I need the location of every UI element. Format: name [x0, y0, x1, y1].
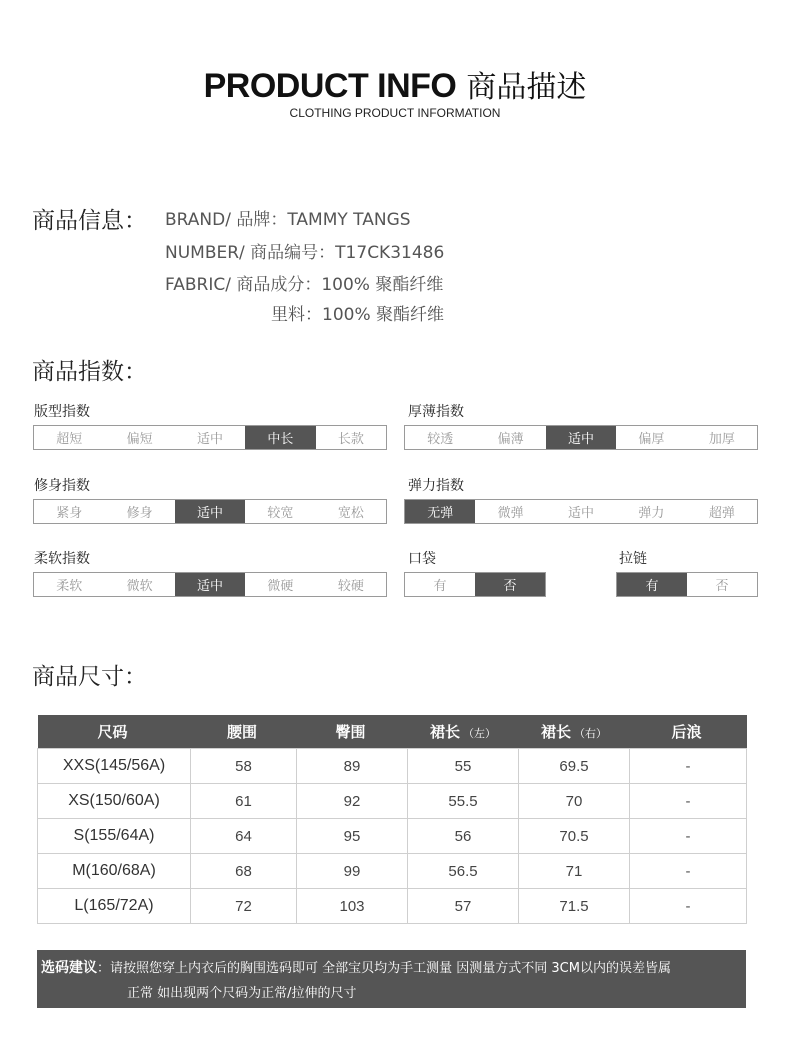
brand-line: BRAND/ 品牌：TAMMY TANGS — [165, 210, 411, 230]
index-title: 拉链 — [619, 551, 647, 567]
index-option: 较宽 — [267, 506, 294, 521]
length-right-cell: 70 — [519, 784, 630, 819]
index-option: 修身 — [126, 506, 153, 521]
index-scale — [404, 499, 758, 524]
size-cell: XS(150/60A) — [38, 784, 191, 819]
rise-cell: - — [630, 784, 747, 819]
table-row — [38, 854, 747, 889]
length-right-cell: 71 — [519, 854, 630, 889]
length-left-cell: 56.5 — [408, 854, 519, 889]
index-option-selected: 适中 — [175, 573, 245, 596]
hip-cell: 89 — [297, 749, 408, 784]
table-row — [38, 889, 747, 924]
index-title: 弹力指数 — [408, 478, 464, 494]
size-cell: S(155/64A) — [38, 819, 191, 854]
index-option-selected: 中长 — [245, 426, 315, 449]
note-text-1: ：请按照您穿上内衣后的胸围选码即可 全部宝贝均为手工测量 因测量方式不同 3CM以内的误差皆属 — [97, 961, 671, 976]
index-title: 修身指数 — [34, 478, 90, 494]
waist-cell: 64 — [191, 819, 297, 854]
index-title: 版型指数 — [34, 404, 90, 420]
index-option-selected: 否 — [475, 573, 545, 596]
hip-cell: 103 — [297, 889, 408, 924]
index-title: 口袋 — [408, 551, 436, 567]
waist-cell: 68 — [191, 854, 297, 889]
length-right-cell: 70.5 — [519, 819, 630, 854]
length-left-cell: 55.5 — [408, 784, 519, 819]
number-line: NUMBER/ 商品编号：T17CK31486 — [165, 243, 445, 263]
column-header: 腰围 — [191, 715, 297, 749]
length-right-cell: 69.5 — [519, 749, 630, 784]
index-scale — [33, 425, 387, 450]
index-option: 否 — [715, 579, 729, 594]
page-title — [0, 62, 790, 106]
rise-cell: - — [630, 889, 747, 924]
rise-cell: - — [630, 854, 747, 889]
length-left-cell: 56 — [408, 819, 519, 854]
index-option: 偏短 — [126, 432, 153, 447]
table-row — [38, 784, 747, 819]
note-label: 选码建议 — [41, 960, 97, 976]
lining-line: 里料：100% 聚酯纤维 — [271, 305, 445, 325]
index-option: 弹力 — [638, 506, 665, 521]
index-option: 微软 — [126, 579, 153, 594]
index-option: 宽松 — [337, 506, 364, 521]
rise-cell: - — [630, 819, 747, 854]
index-title: 厚薄指数 — [408, 404, 464, 420]
index-option-selected: 适中 — [175, 500, 245, 523]
indices-heading: 商品指数： — [32, 359, 147, 385]
index-option: 超弹 — [708, 506, 735, 521]
waist-cell: 61 — [191, 784, 297, 819]
index-option: 超短 — [56, 432, 83, 447]
column-header: 臀围 — [297, 715, 408, 749]
table-header-row — [38, 715, 747, 749]
index-option: 有 — [433, 579, 447, 594]
size-cell: L(165/72A) — [38, 889, 191, 924]
title-zh: 商品描述 — [466, 70, 587, 105]
info-heading: 商品信息： — [32, 208, 147, 234]
index-option: 微弹 — [497, 506, 524, 521]
hip-cell: 99 — [297, 854, 408, 889]
size-table — [37, 715, 747, 924]
length-left-cell: 57 — [408, 889, 519, 924]
column-header: 裙长 （右） — [519, 715, 630, 749]
column-header: 后浪 — [630, 715, 747, 749]
column-header: 裙长 （左） — [408, 715, 519, 749]
index-scale — [404, 572, 546, 597]
sizes-heading: 商品尺寸： — [32, 664, 147, 690]
page-subtitle: CLOTHING PRODUCT INFORMATION — [289, 106, 501, 120]
length-left-cell: 55 — [408, 749, 519, 784]
fabric-line: FABRIC/ 商品成分：100% 聚酯纤维 — [165, 275, 444, 295]
index-scale — [33, 499, 387, 524]
index-option: 较硬 — [337, 579, 364, 594]
waist-cell: 58 — [191, 749, 297, 784]
rise-cell: - — [630, 749, 747, 784]
title-en: PRODUCT INFO — [203, 67, 457, 105]
index-option: 较透 — [427, 432, 454, 447]
table-row — [38, 749, 747, 784]
index-option: 适中 — [197, 432, 224, 447]
length-right-cell: 71.5 — [519, 889, 630, 924]
index-title: 柔软指数 — [34, 551, 90, 567]
index-option: 加厚 — [708, 432, 735, 447]
index-option: 柔软 — [56, 579, 83, 594]
hip-cell: 95 — [297, 819, 408, 854]
index-option-selected: 无弹 — [405, 500, 475, 523]
index-scale — [33, 572, 387, 597]
index-option: 偏厚 — [638, 432, 665, 447]
note-line-1 — [41, 956, 738, 981]
index-option: 微硬 — [267, 579, 294, 594]
index-option-selected: 适中 — [546, 426, 616, 449]
index-scale — [616, 572, 758, 597]
index-option-selected: 有 — [617, 573, 687, 596]
index-scale — [404, 425, 758, 450]
note-text-2: 正常 如出现两个尺码为正常/拉伸的尺寸 — [127, 986, 357, 1001]
table-row — [38, 819, 747, 854]
index-option: 长款 — [337, 432, 364, 447]
column-header: 尺码 — [38, 715, 191, 749]
hip-cell: 92 — [297, 784, 408, 819]
size-cell: XXS(145/56A) — [38, 749, 191, 784]
index-option: 紧身 — [56, 506, 83, 521]
size-cell: M(160/68A) — [38, 854, 191, 889]
index-option: 偏薄 — [497, 432, 524, 447]
size-advice-note — [37, 950, 746, 1008]
waist-cell: 72 — [191, 889, 297, 924]
index-option: 适中 — [568, 506, 595, 521]
